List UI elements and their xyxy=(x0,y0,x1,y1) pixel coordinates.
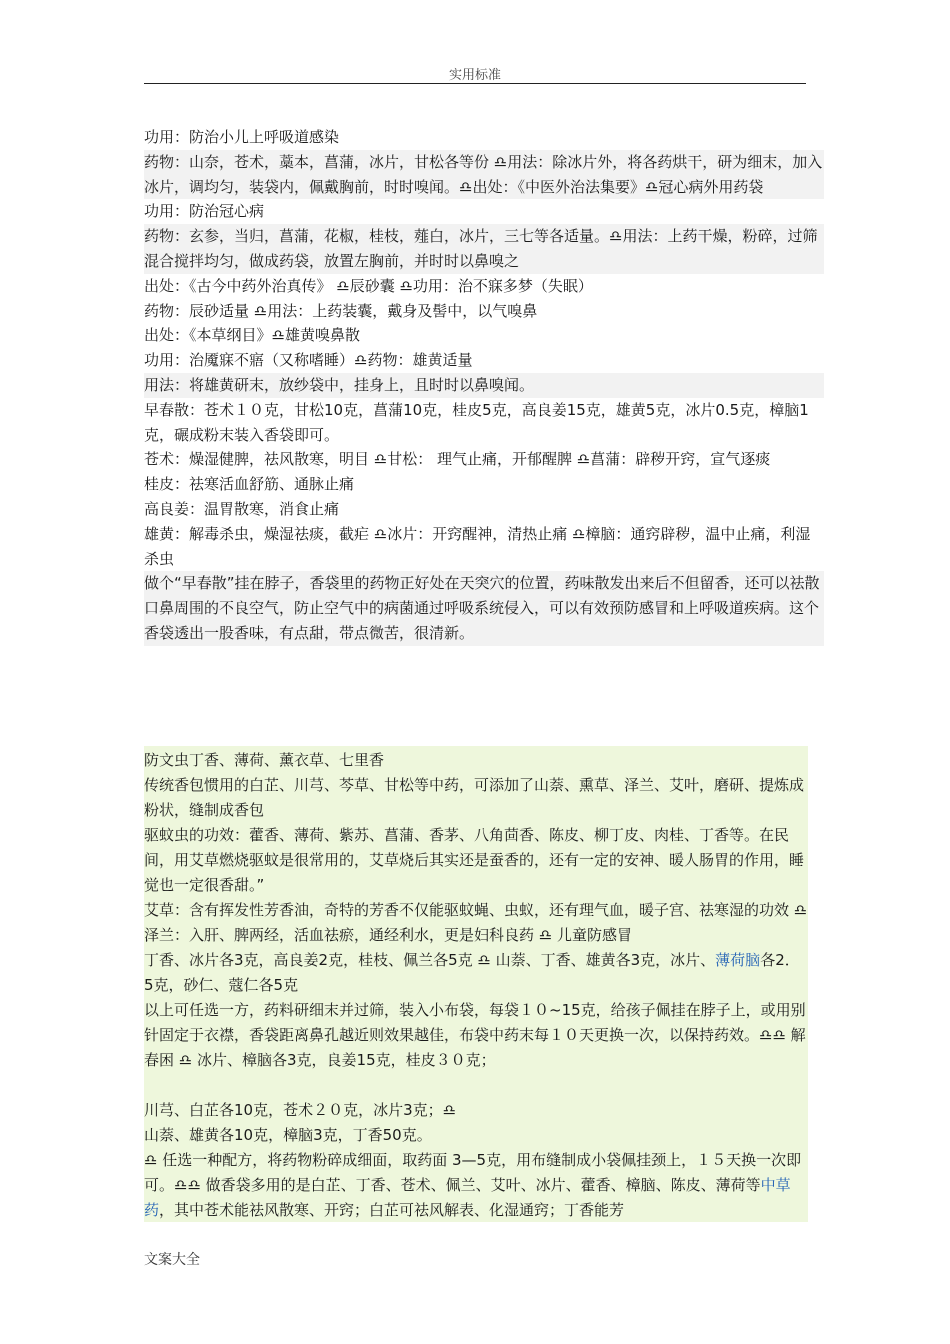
paragraph: 防文虫丁香、薄荷、薰衣草、七里香 xyxy=(144,751,385,769)
paragraph: 功用：防治冠心病 xyxy=(144,202,265,221)
paragraph: 桂皮：祛寒活血舒筋、通脉止痛 xyxy=(144,475,355,494)
header-rule xyxy=(144,83,806,84)
paragraph: 做个“早春散”挂在脖子，香袋里的药物正好处在天突穴的位置，药味散发出来后不但留香，还可以祛散口鼻周围的不良空气，防止空气中的病菌通过呼吸系统侵入，可以有效预防感冒和上呼吸道疾病。这个香袋透出一股香味，有点甜，带点微苦，很清新。 xyxy=(144,571,824,645)
paragraph: 艾草：含有挥发性芳香油，奇特的芳香不仅能驱蚊蝇、虫蚁，还有理气血，暖子宫、祛寒湿的功效 ♎ 泽兰：入肝、脾两经，活血祛瘀，通经利水，更是妇科良药 ♎ 儿童防感冒 xyxy=(144,901,808,944)
paragraph: 苍术：燥湿健脾，祛风散寒，明目 ♎甘松： 理气止痛，开郁醒脾 ♎菖蒲：辟秽开窍，宣气逐痰 xyxy=(144,450,771,469)
paragraph: 用法：将雄黄研末，放纱袋中，挂身上，且时时以鼻嗅闻。 xyxy=(144,373,824,398)
blank-line xyxy=(144,1073,808,1098)
paragraph: 传统香包惯用的白芷、川芎、芩草、甘松等中药，可添加了山萘、熏草、泽兰、艾叶，磨研、提炼成粉状，缝制成香包 xyxy=(144,776,805,819)
paragraph: 药物：玄参，当归，菖蒲，花椒，桂枝，薤白，冰片，三七等各适量。♎用法：上药干燥，粉碎，过筛混合搅拌均匀，做成药袋，放置左胸前，并时时以鼻嗅之 xyxy=(144,224,824,274)
text: ♎ 任选一种配方，将药物粉碎成细面，取药面 3—5克，用布缝制成小袋佩挂颈上，１５天换一次即可。♎♎ 做香袋多用的是白芷、丁香、苍术、佩兰、艾叶、冰片、藿香、樟脑、陈皮、薄荷等 xyxy=(144,1151,802,1194)
page-footer: 文案大全 xyxy=(144,1252,200,1268)
paragraph: 早春散：苍术１０克，甘松10克，菖蒲10克，桂皮5克，高良姜15克，雄黄5克，冰片0.5克，樟脑1克，碾成粉末装入香袋即可。 xyxy=(144,400,809,444)
paragraph: 药物：山奈，苍术，藁本，菖蒲，冰片，甘松各等份 ♎用法：除冰片外，将各药烘干，研为细末，加入冰片，调均匀，装袋内，佩戴胸前，时时嗅闻。♎出处：《中医外治法集要》♎冠心病外用药袋 xyxy=(144,150,824,200)
paragraph: 以上可任选一方，药料研细末并过筛，装入小布袋，每袋１０~15克，给孩子佩挂在脖子上，或用别针固定于衣襟，香袋距离鼻孔越近则效果越佳，布袋中药末每１０天更换一次，以保持药效。♎♎ 解春困 ♎ 冰片、樟脑各3克，良姜15克，桂皮３０克； xyxy=(144,1001,806,1069)
paragraph: 高良姜：温胃散寒，消食止痛 xyxy=(144,499,340,518)
section-remedies xyxy=(144,125,824,646)
page-header: 实用标准 xyxy=(448,68,501,83)
text: ，其中苍术能祛风散寒、开窍；白芷可祛风解表、化湿通窍；丁香能芳 xyxy=(159,1201,625,1219)
paragraph-with-link xyxy=(144,948,808,998)
paragraph: 驱蚊虫的功效：藿香、薄荷、紫苏、菖蒲、香茅、八角茴香、陈皮、柳丁皮、肉桂、丁香等。在民间，用艾草燃烧驱蚊是很常用的，艾草烧后其实还是蚕香的，还有一定的安神、暖人肠胃的作用，睡觉也一定很香甜。” xyxy=(144,826,805,894)
paragraph: 川芎、白芷各10克，苍术２０克，冰片3克；♎ xyxy=(144,1101,457,1119)
paragraph: 药物：辰砂适量 ♎用法：上药装囊，戴身及髻中，以气嗅鼻 xyxy=(144,301,538,320)
paragraph: 出处：《古今中药外治真传》 ♎辰砂囊 ♎功用：治不寐多梦（失眠） xyxy=(144,276,593,295)
paragraph-with-link xyxy=(144,1148,808,1223)
paragraph: 出处：《本草纲目》♎雄黄嗅鼻散 xyxy=(144,326,360,345)
paragraph: 功用：治魇寐不寤（又称嗜睡）♎药物：雄黄适量 xyxy=(144,351,473,370)
paragraph: 功用：防治小儿上呼吸道感染 xyxy=(144,128,340,146)
section-sachet-recipes xyxy=(144,746,808,1222)
text: 各2．5克，砂仁、蔻仁各5克 xyxy=(144,951,800,994)
paragraph: 山萘、雄黄各10克，樟脑3克，丁香50克。 xyxy=(144,1126,432,1144)
paragraph: 雄黄：解毒杀虫，燥湿祛痰，截疟 ♎冰片：开窍醒神，清热止痛 ♎樟脑：通窍辟秽，温中止痛，利湿杀虫 xyxy=(144,524,811,568)
mint-camphor-link[interactable]: 薄荷脑 xyxy=(715,951,761,969)
chinese-herb-link[interactable]: 中草药 xyxy=(144,1176,791,1219)
text: 丁香、冰片各3克，高良姜2克，桂枝、佩兰各5克 ♎ 山萘、丁香、雄黄各3克，冰片、 xyxy=(144,951,716,969)
